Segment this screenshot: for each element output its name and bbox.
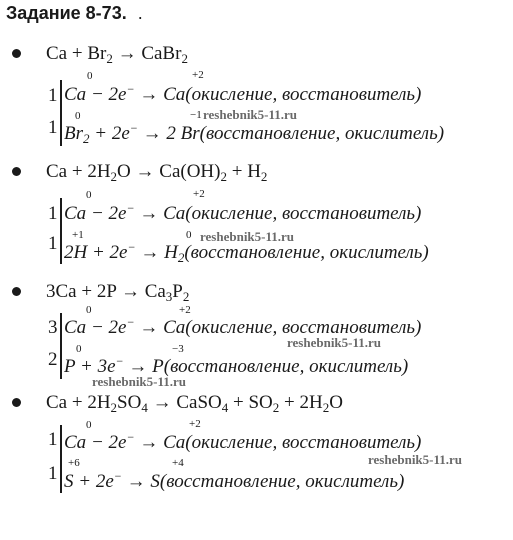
reaction-4-ox-from-state: 0 [86,419,92,431]
reaction-2-ox-coef: 1 [48,203,58,224]
reaction-2-red-coef: 1 [48,233,58,254]
reaction-1-reduction-line: $Br_2 + 2e^- \to 2$ Br(восстановление, окислитель) [64,121,445,146]
reaction-2-oxidation-line: Ca − 2e− → Ca(окисление, восстановитель) [64,201,422,224]
task-title-text: Задание 8-73. [6,3,127,23]
reaction-1-ox-from-state: 0 [87,70,93,82]
reaction-2-red-to-state: 0 [186,229,192,241]
reaction-3-balance-bar [60,313,62,379]
task-title-trailing: . [137,3,143,23]
reaction-2-ox-from-state: 0 [86,189,92,201]
reaction-2-balance-bar [60,198,62,264]
bullet-icon [12,287,21,296]
reaction-3-red-from-state: 0 [76,343,82,355]
reaction-1-balance-bar [60,80,62,146]
reaction-1-equation: $Ca + Br_2$ → CaBr$_2$ [46,43,188,66]
task-title [6,3,143,24]
reaction-3-ox-coef: 3 [48,317,58,338]
bullet-icon [12,49,21,58]
reaction-3-ox-to-state: +2 [179,304,191,316]
reaction-1-red-coef: 1 [48,117,58,138]
reaction-3-ox-from-state: 0 [86,304,92,316]
reaction-2-equation: $Ca + 2H_2O \to Ca(OH)_2 + H_2$ [46,161,268,184]
reaction-2-reduction-line: $2H + 2e^- \to H_2(восстановление$, окислитель) [64,240,429,265]
reaction-1-red-to-state: −1 [190,109,202,121]
reaction-1-red-from-state: 0 [75,110,81,122]
reaction-3-reduction-line: P + 3e− → P(восстановление, окислитель) [64,354,409,377]
reaction-3-red-to-state: −3 [172,343,184,355]
watermark: reshebnik5-11.ru [92,374,187,389]
reaction-4-ox-to-state: +2 [189,418,201,430]
reaction-1-ox-to-state: +2 [192,69,204,81]
reaction-4-balance-bar [60,425,62,493]
watermark: reshebnik5-11.ru [368,452,463,467]
reaction-2-red-from-state: +1 [72,229,84,241]
watermark: reshebnik5-11.ru [287,335,382,350]
reaction-4-oxidation-line: Ca − 2e− → Ca(окисление, восстановитель) [64,430,422,453]
reaction-4-red-to-state: +4 [172,457,184,469]
reaction-3-red-coef: 2 [48,349,58,370]
reaction-1-oxidation-line: Ca − 2e− → Ca(окисление, восстановитель) [64,82,422,105]
reaction-3-equation: $3Ca + 2P \to Ca_3P_2$ [46,281,190,304]
reaction-4-equation: $Ca + 2H_2SO_4$ → CaSO$_4$ + $SO_2 + 2H_2O$ [46,392,343,415]
reaction-4-ox-coef: 1 [48,429,58,450]
bullet-icon [12,167,21,176]
reaction-3-oxidation-line: Ca − 2e− → Ca(окисление, восстановитель) [64,315,422,338]
reaction-4-red-coef: 1 [48,463,58,484]
bullet-icon [12,398,21,407]
reaction-1-ox-coef: 1 [48,85,58,106]
reaction-4-reduction-line: S + 2e− → S(восстановление, окислитель) [64,469,405,492]
reaction-2-ox-to-state: +2 [193,188,205,200]
reaction-4-red-from-state: +6 [68,457,80,469]
watermark: reshebnik5-11.ru [200,229,295,244]
watermark: reshebnik5-11.ru [203,107,298,122]
